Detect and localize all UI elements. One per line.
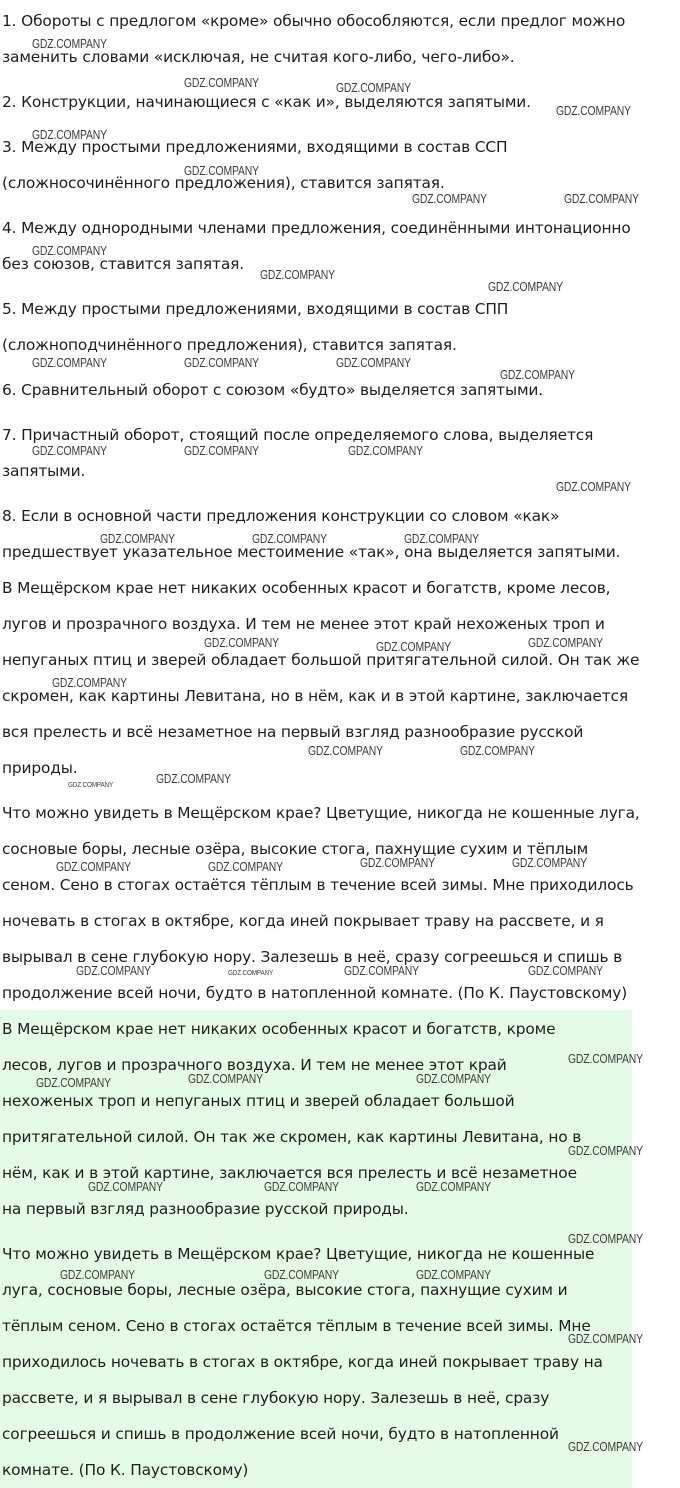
watermark-small: GDZ.COMPANY — [228, 968, 274, 977]
watermark: GDZ.COMPANY — [204, 635, 279, 650]
rule-2: 2. Конструкции, начинающиеся с «как и», выделяются запятыми. — [2, 93, 531, 111]
rule-4-line-2: без союзов, ставится запятая. — [2, 255, 244, 273]
answer-line-1: В Мещёрском крае нет никаких особенных красот и богатств, кроме — [2, 1020, 556, 1038]
watermark: GDZ.COMPANY — [32, 36, 107, 51]
watermark: GDZ.COMPANY — [36, 1075, 111, 1090]
text-line-1: В Мещёрском крае нет никаких особенных красот и богатств, кроме лесов, — [2, 579, 611, 597]
rule-1-line-1: 1. Обороты с предлогом «кроме» обычно обособляются, если предлог можно — [2, 12, 626, 30]
watermark: GDZ.COMPANY — [488, 279, 563, 294]
text-line-5: вся прелесть и всё незаметное на первый взгляд разнообразие русской — [2, 723, 584, 741]
answer-line-5: нём, как и в этой картине, заключается вся прелесть и всё незаметное — [2, 1164, 577, 1182]
watermark: GDZ.COMPANY — [556, 479, 631, 494]
watermark: GDZ.COMPANY — [100, 531, 175, 546]
watermark: GDZ.COMPANY — [348, 443, 423, 458]
answer-line-12: согреешься и спишь в продолжение всей ночи, будто в натопленной — [2, 1425, 559, 1443]
answer-line-4: притягательной силой. Он так же скромен, как картины Левитана, но в — [2, 1128, 582, 1146]
rule-5-line-2: (сложноподчинённого предложения), ставится запятая. — [2, 336, 457, 354]
rule-3-line-1: 3. Между простыми предложениями, входящими в состав ССП — [2, 138, 508, 156]
watermark: GDZ.COMPANY — [568, 1051, 643, 1066]
watermark: GDZ.COMPANY — [260, 267, 335, 282]
watermark: GDZ.COMPANY — [184, 355, 259, 370]
watermark: GDZ.COMPANY — [184, 443, 259, 458]
watermark: GDZ.COMPANY — [208, 859, 283, 874]
text-line-2: лугов и прозрачного воздуха. И тем не менее этот край нехоженых троп и — [2, 615, 605, 633]
watermark: GDZ.COMPANY — [264, 1179, 339, 1194]
watermark: GDZ.COMPANY — [336, 355, 411, 370]
answer-line-3: нехоженых троп и непуганых птиц и зверей обладает большой — [2, 1092, 515, 1110]
rule-4-line-1: 4. Между однородными членами предложения, соединёнными интонационно — [2, 219, 631, 237]
watermark: GDZ.COMPANY — [460, 743, 535, 758]
watermark: GDZ.COMPANY — [184, 75, 259, 90]
answer-line-13: комнате. (По К. Паустовскому) — [2, 1461, 249, 1479]
answer-line-7: Что можно увидеть в Мещёрском крае? Цветущие, никогда не кошенные — [2, 1245, 595, 1263]
watermark: GDZ.COMPANY — [308, 743, 383, 758]
watermark: GDZ.COMPANY — [156, 771, 231, 786]
watermark: GDZ.COMPANY — [568, 1143, 643, 1158]
watermark: GDZ.COMPANY — [252, 531, 327, 546]
watermark: GDZ.COMPANY — [404, 531, 479, 546]
rule-1-line-2: заменить словами «исключая, не считая кого-либо, чего-либо». — [2, 48, 515, 66]
watermark: GDZ.COMPANY — [32, 127, 107, 142]
answer-line-10: приходилось ночевать в стогах в октябре, когда иней покрывает траву на — [2, 1353, 603, 1371]
rule-7-line-2: запятыми. — [2, 462, 86, 480]
rule-3-line-2: (сложносочинённого предложения), ставится запятая. — [2, 174, 445, 192]
text-line-8: сосновые боры, лесные озёра, высокие стога, пахнущие сухим и тёплым — [2, 840, 589, 858]
watermark: GDZ.COMPANY — [528, 635, 603, 650]
watermark-small: GDZ.COMPANY — [68, 780, 114, 789]
watermark: GDZ.COMPANY — [56, 859, 131, 874]
watermark: GDZ.COMPANY — [264, 1267, 339, 1282]
watermark: GDZ.COMPANY — [416, 1071, 491, 1086]
watermark: GDZ.COMPANY — [500, 367, 575, 382]
watermark: GDZ.COMPANY — [412, 191, 487, 206]
rule-6: 6. Сравнительный оборот с союзом «будто» выделяется запятыми. — [2, 381, 543, 399]
answer-line-11: рассвете, и я вырывал в сене глубокую нору. Залезешь в неё, сразу — [2, 1389, 550, 1407]
watermark: GDZ.COMPANY — [76, 963, 151, 978]
watermark: GDZ.COMPANY — [528, 963, 603, 978]
watermark: GDZ.COMPANY — [564, 191, 639, 206]
text-line-10: ночевать в стогах в октябре, когда иней покрывает траву на рассвете, и я — [2, 912, 604, 930]
rule-5-line-1: 5. Между простыми предложениями, входящими в состав СПП — [2, 300, 509, 318]
watermark: GDZ.COMPANY — [336, 80, 411, 95]
watermark: GDZ.COMPANY — [568, 1439, 643, 1454]
text-line-11: вырывал в сене глубокую нору. Залезешь в неё, сразу согреешься и спишь в — [2, 948, 623, 966]
text-line-3: непуганых птиц и зверей обладает большой притягательной силой. Он так же — [2, 651, 640, 669]
text-line-9: сеном. Сено в стогах остаётся тёплым в течение всей зимы. Мне приходилось — [2, 876, 634, 894]
watermark: GDZ.COMPANY — [416, 1267, 491, 1282]
watermark: GDZ.COMPANY — [32, 443, 107, 458]
text-line-7: Что можно увидеть в Мещёрском крае? Цветущие, никогда не кошенные луга, — [2, 804, 640, 822]
rule-8-line-1: 8. Если в основной части предложения конструкции со словом «как» — [2, 507, 560, 525]
watermark: GDZ.COMPANY — [88, 1179, 163, 1194]
watermark: GDZ.COMPANY — [512, 855, 587, 870]
text-line-6: природы. — [2, 759, 78, 777]
watermark: GDZ.COMPANY — [360, 855, 435, 870]
answer-line-6: на первый взгляд разнообразие русской природы. — [2, 1200, 409, 1218]
answer-line-9: тёплым сеном. Сено в стогах остаётся тёплым в течение всей зимы. Мне — [2, 1317, 591, 1335]
watermark: GDZ.COMPANY — [188, 1071, 263, 1086]
answer-line-2: лесов, лугов и прозрачного воздуха. И тем не менее этот край — [2, 1056, 507, 1074]
text-line-12: продолжение всей ночи, будто в натопленной комнате. (По К. Паустовскому) — [2, 984, 628, 1002]
text-line-4: скромен, как картины Левитана, но в нём, как и в этой картине, заключается — [2, 687, 628, 705]
watermark: GDZ.COMPANY — [32, 243, 107, 258]
watermark: GDZ.COMPANY — [344, 963, 419, 978]
answer-line-8: луга, сосновые боры, лесные озёра, высокие стога, пахнущие сухим и — [2, 1281, 568, 1299]
watermark: GDZ.COMPANY — [60, 1267, 135, 1282]
watermark: GDZ.COMPANY — [52, 675, 127, 690]
watermark: GDZ.COMPANY — [376, 639, 451, 654]
watermark: GDZ.COMPANY — [32, 355, 107, 370]
watermark: GDZ.COMPANY — [568, 1331, 643, 1346]
rule-7-line-1: 7. Причастный оборот, стоящий после определяемого слова, выделяется — [2, 426, 594, 444]
watermark: GDZ.COMPANY — [416, 1179, 491, 1194]
rule-8-line-2: предшествует указательное местоимение «так», она выделяется запятыми. — [2, 543, 621, 561]
watermark: GDZ.COMPANY — [184, 163, 259, 178]
watermark: GDZ.COMPANY — [568, 1231, 643, 1246]
watermark: GDZ.COMPANY — [556, 103, 631, 118]
